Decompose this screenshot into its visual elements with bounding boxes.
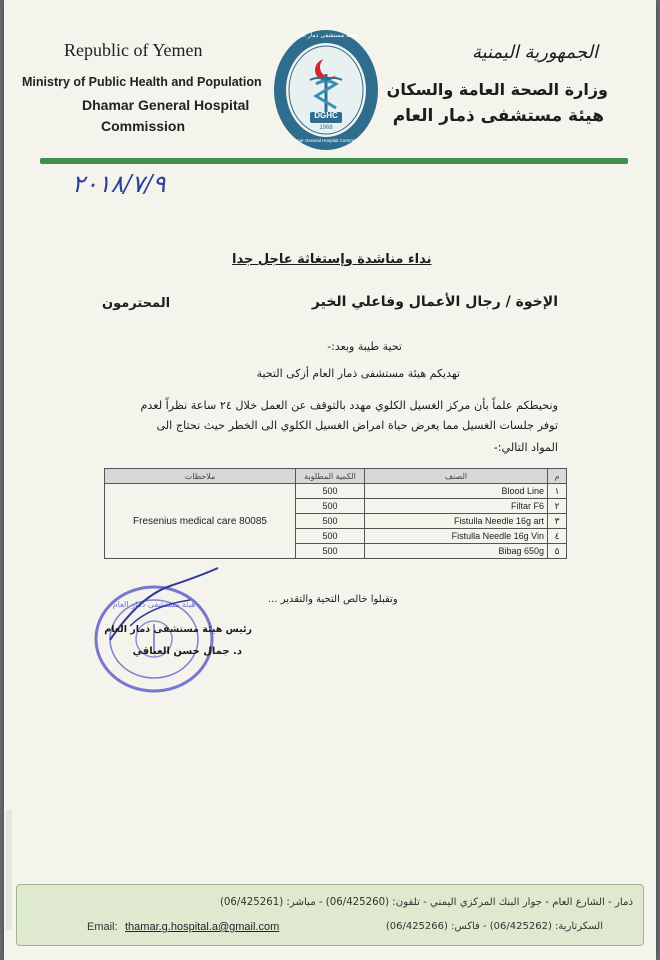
- item-cell: Fistulla Needle 16g Vin: [365, 529, 548, 544]
- letter-body-line3: المواد التالي:-: [493, 441, 558, 454]
- qty-cell: 500: [296, 514, 365, 529]
- header-divider: [40, 158, 628, 164]
- no-cell: ٤: [548, 529, 567, 544]
- col-qty: الكمية المطلوبة: [296, 469, 365, 484]
- item-cell: Blood Line: [365, 484, 548, 499]
- header-en-hospital: Dhamar General Hospital: [82, 97, 250, 113]
- header-en-commission: Commission: [101, 118, 186, 134]
- header-en-ministry: Ministry of Public Health and Population: [22, 75, 262, 89]
- item-cell: Fistulla Needle 16g art: [365, 514, 548, 529]
- item-cell: Bibag 650g: [365, 544, 548, 559]
- no-cell: ٣: [548, 514, 567, 529]
- qty-cell: 500: [296, 499, 365, 514]
- col-item: الصنف: [365, 469, 548, 484]
- table-header-row: [105, 469, 567, 484]
- qty-cell: 500: [296, 484, 365, 499]
- letter-intro: تهديكم هيئة مستشفى ذمار العام أزكى التحية: [256, 367, 460, 380]
- stamp-text: هيئة مستشفى ذمار العام: [112, 600, 196, 609]
- header-ar-ministry: وزارة الصحة العامة والسكان: [386, 80, 608, 99]
- letter-body-line1: ونحيطكم علماً بأن مركز الغسيل الكلوي مهدد بالتوقف عن العمل خلال ٢٤ ساعة نظراً لعدم: [140, 399, 558, 412]
- table-row: [105, 484, 567, 499]
- hospital-logo: [272, 28, 380, 152]
- col-no: م: [548, 469, 567, 484]
- letter-addressee: الإخوة / رجال الأعمال وفاعلي الخير: [311, 294, 558, 310]
- logo-center-text: DGHC: [314, 111, 338, 120]
- qty-cell: 500: [296, 544, 365, 559]
- header-ar-republic: الجمهورية اليمنية: [471, 42, 598, 63]
- logo-year: 1968: [319, 125, 333, 131]
- margin-strip: [6, 810, 12, 930]
- letter-footer: [16, 884, 644, 946]
- footer-email-label: Email:: [87, 921, 118, 933]
- letter-body-line2: توفر جلسات الغسيل مما يعرض حياة امراض الغسيل الكلوي الى الخطر حيث نحتاج الى: [156, 419, 558, 432]
- letter-respected: المحترمون: [102, 296, 171, 311]
- signatory-title: رئيس هيئة مستشفى ذمار العام: [104, 624, 252, 635]
- logo-ring-text: هيئة مستشفى ذمار العام: [293, 32, 356, 39]
- logo-ring-text-en: Dhamar General Hospital Commission: [287, 138, 365, 143]
- letter-closing: وتقبلوا خالص التحية والتقدير ...: [268, 594, 398, 605]
- qty-cell: 500: [296, 529, 365, 544]
- header-en-republic: Republic of Yemen: [64, 40, 203, 60]
- header-ar-hospital: هيئة مستشفى ذمار العام: [392, 106, 604, 126]
- footer-address: ذمار - الشارع العام - جوار البنك المركزي اليمني - تلفون: (06/425260) - مباشر: (06/425261): [219, 897, 633, 908]
- items-table: [104, 468, 567, 559]
- signatory-name: د. جمال حسن العباقي: [132, 646, 242, 657]
- letter-greeting: تحية طيبة وبعد:-: [327, 340, 402, 353]
- letter-page: [4, 0, 656, 960]
- notes-cell: Fresenius medical care 80085: [105, 484, 296, 559]
- col-notes: ملاحظات: [105, 469, 296, 484]
- footer-email-link[interactable]: thamar.g.hospital.a@gmail.com: [125, 921, 280, 933]
- no-cell: ٢: [548, 499, 567, 514]
- no-cell: ٥: [548, 544, 567, 559]
- items-table-wrap: [104, 468, 567, 559]
- letter-date: ٢٠١٨/٧/٩: [72, 170, 166, 198]
- item-cell: Filtar F6: [365, 499, 548, 514]
- footer-phones: السكرتارية: (06/425262) - فاكس: (06/425266): [385, 921, 603, 932]
- letter-subject: نداء مناشدة وإستغاثة عاجل جدا: [232, 252, 432, 267]
- no-cell: ١: [548, 484, 567, 499]
